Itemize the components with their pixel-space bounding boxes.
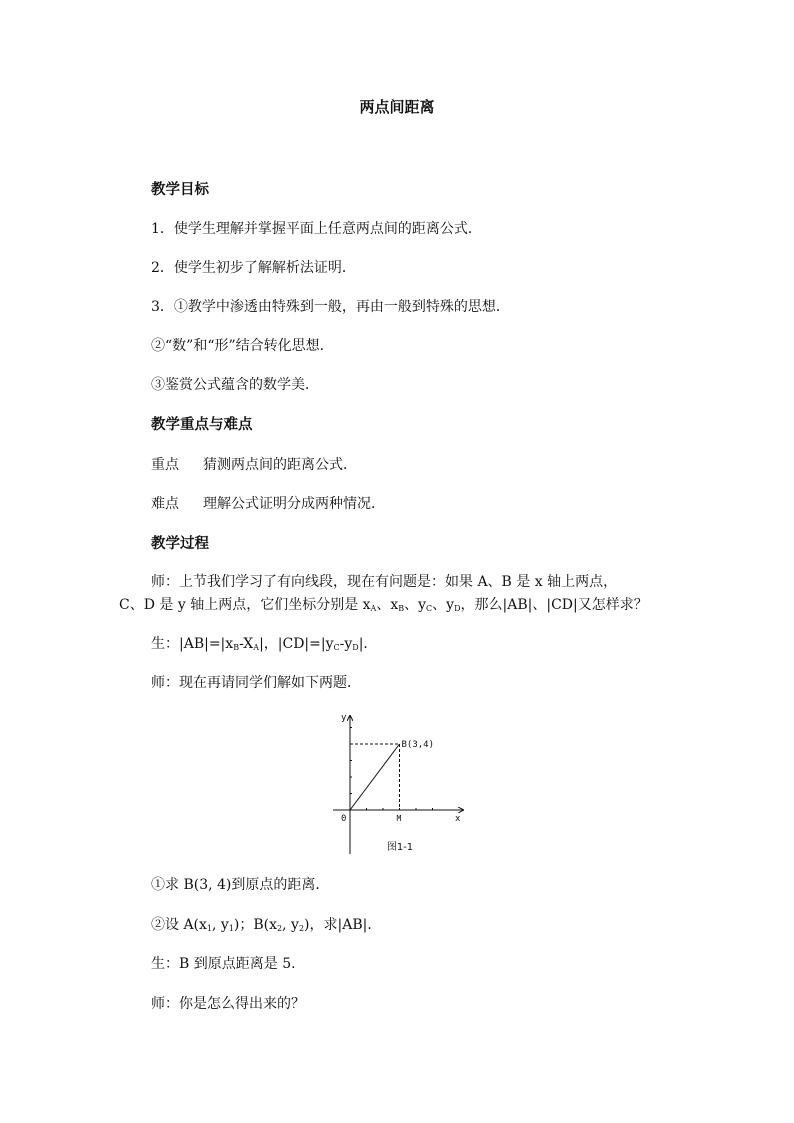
objective-4: ②“数”和“形”结合转化思想． — [151, 338, 334, 354]
student-line-1: 生：$|AB|=|x_B-X_A|$，$|CD|=|y_C-y_D|$． — [151, 636, 378, 652]
key-point-row — [151, 454, 357, 474]
process-heading: 教学过程 — [151, 535, 209, 552]
teacher-line-3: 师：你是怎么得出来的？ — [151, 996, 305, 1012]
difficulty-row — [151, 493, 385, 513]
teacher-line-1-cont: C、D 是 y 轴上两点，它们坐标分别是 $x_A$、$x_B$、$y_C$、$y_D$，那么|AB|、|CD|又怎样求？ — [119, 597, 648, 613]
objective-1: 1．使学生理解并掌握平面上任意两点间的距离公式． — [151, 221, 482, 237]
difficulty-text: 理解公式证明分成两种情况． — [203, 496, 385, 512]
student-line-2: 生：B 到原点距离是 5. — [151, 956, 296, 972]
teacher-line-1: 师：上节我们学习了有向线段，现在有问题是：如果 A、B 是 x 轴上两点， — [151, 574, 618, 590]
page-title: 两点间距离 — [359, 98, 435, 116]
question-2: ②设 $A(x_1$, $y_1$)；$B(x_2$, $y_2$)，求|AB|． — [151, 917, 382, 933]
m-label: M — [396, 814, 402, 823]
coordinate-figure — [325, 708, 470, 858]
difficulty-label: 难点 — [151, 496, 179, 512]
point-b-label: B(3,4) — [401, 740, 435, 750]
question-1: ①求 B(3, 4)到原点的距离． — [151, 877, 330, 893]
y-axis-label: y — [341, 713, 347, 723]
objective-5: ③鉴赏公式蕴含的数学美． — [151, 377, 319, 393]
key-point-text: 猜测两点间的距离公式． — [203, 457, 357, 473]
x-axis-label: x — [455, 814, 461, 824]
origin-label: 0 — [341, 814, 347, 824]
key-point-label: 重点 — [151, 457, 179, 473]
figure-caption: 图1-1 — [386, 842, 414, 853]
objective-2: 2．使学生初步了解解析法证明． — [151, 260, 356, 276]
objective-3: 3．①教学中渗透由特殊到一般，再由一般到特殊的思想． — [151, 299, 510, 315]
key-points-heading: 教学重点与难点 — [151, 416, 253, 433]
segment-ob — [350, 744, 400, 810]
teacher-line-2: 师：现在再请同学们解如下两题． — [151, 675, 361, 691]
objectives-heading: 教学目标 — [151, 181, 209, 198]
